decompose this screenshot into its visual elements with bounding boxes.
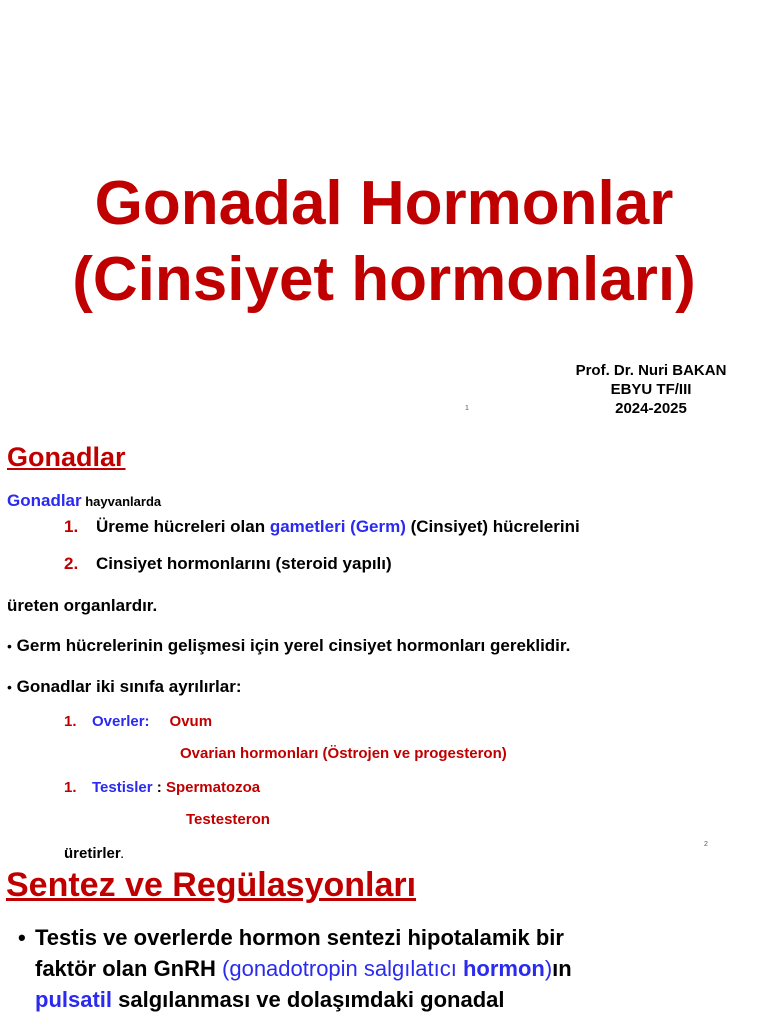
synthesis-paragraph bbox=[18, 922, 572, 1015]
bullet-glyph: • bbox=[18, 925, 26, 950]
intro-line bbox=[7, 490, 161, 513]
bullet-germ-text: Germ hücrelerinin gelişmesi için yerel cinsiyet hormonları gereklidir. bbox=[16, 636, 571, 655]
item1-pre: Üreme hücreleri olan bbox=[96, 517, 270, 536]
numbered-item-2 bbox=[64, 553, 392, 575]
author-name: Prof. Dr. Nuri BAKAN bbox=[575, 362, 727, 379]
sub2-value: Spermatozoa bbox=[165, 779, 261, 796]
line2-blue-end: ) bbox=[544, 956, 553, 981]
line3-post: salgılanması ve dolaşımdaki gonadal bbox=[112, 987, 505, 1012]
ending-dot: . bbox=[120, 850, 124, 861]
synthesis-line-3 bbox=[18, 984, 572, 1015]
sub1-value: Ovum bbox=[169, 713, 213, 730]
intro-rest: hayvanlarda bbox=[81, 494, 162, 509]
section-heading-gonadlar: Gonadlar bbox=[7, 442, 126, 472]
author-affiliation: EBYU TF/III bbox=[610, 381, 692, 398]
ending-line bbox=[64, 844, 123, 866]
bullet-classes-text: Gonadlar iki sınıfa ayrılırlar: bbox=[16, 677, 242, 696]
sub-item-number: 1. bbox=[64, 779, 77, 796]
item1-blue: gametleri (Germ) bbox=[269, 517, 406, 536]
author-year: 2024-2025 bbox=[615, 400, 687, 417]
bullet-glyph: • bbox=[7, 679, 12, 695]
synthesis-line-1-text: Testis ve overlerde hormon sentezi hipotalamik bir bbox=[35, 925, 564, 950]
page-number-1: 1 bbox=[465, 405, 469, 412]
intro-term: Gonadlar bbox=[7, 491, 82, 510]
line2-post: ın bbox=[552, 956, 572, 981]
line3-blue: pulsatil bbox=[35, 987, 113, 1012]
item2-text: Cinsiyet hormonlarını (steroid yapılı) bbox=[96, 554, 392, 573]
sub-item-testes bbox=[64, 778, 260, 798]
page-number-2: 2 bbox=[704, 841, 708, 848]
line2-blue: (gonadotropin salgılatıcı bbox=[222, 956, 463, 981]
sub-item-ovaries bbox=[64, 712, 212, 732]
slide-title-line2: (Cinsiyet hormonları) bbox=[72, 245, 696, 314]
sub2-label: Testisler bbox=[92, 779, 153, 796]
producing-line: üreten organlardır. bbox=[7, 596, 158, 615]
sub1-label: Overler: bbox=[92, 713, 150, 730]
sub2-line2: Testesteron bbox=[186, 811, 270, 828]
sub1-line2: Ovarian hormonları (Östrojen ve progesteron) bbox=[180, 745, 507, 762]
numbered-item-1 bbox=[64, 516, 580, 538]
bullet-classes bbox=[7, 676, 242, 698]
item1-post: (Cinsiyet) hücrelerini bbox=[405, 517, 580, 536]
bullet-germ bbox=[7, 635, 570, 657]
bullet-glyph: • bbox=[7, 638, 12, 654]
slide-title-line1: Gonadal Hormonlar bbox=[94, 169, 674, 238]
ending-main: üretirler bbox=[64, 845, 121, 862]
synthesis-line-1 bbox=[18, 922, 572, 953]
line2-pre: faktör olan GnRH bbox=[35, 956, 223, 981]
sub-item-number: 1. bbox=[64, 713, 77, 730]
sub2-colon: : bbox=[152, 779, 166, 796]
item-number: 2. bbox=[64, 554, 79, 573]
line2-blue-bold: hormon bbox=[462, 956, 545, 981]
item-number: 1. bbox=[64, 517, 79, 536]
section-heading-synthesis: Sentez ve Regülasyonları bbox=[6, 866, 417, 904]
synthesis-line-2 bbox=[18, 953, 572, 984]
